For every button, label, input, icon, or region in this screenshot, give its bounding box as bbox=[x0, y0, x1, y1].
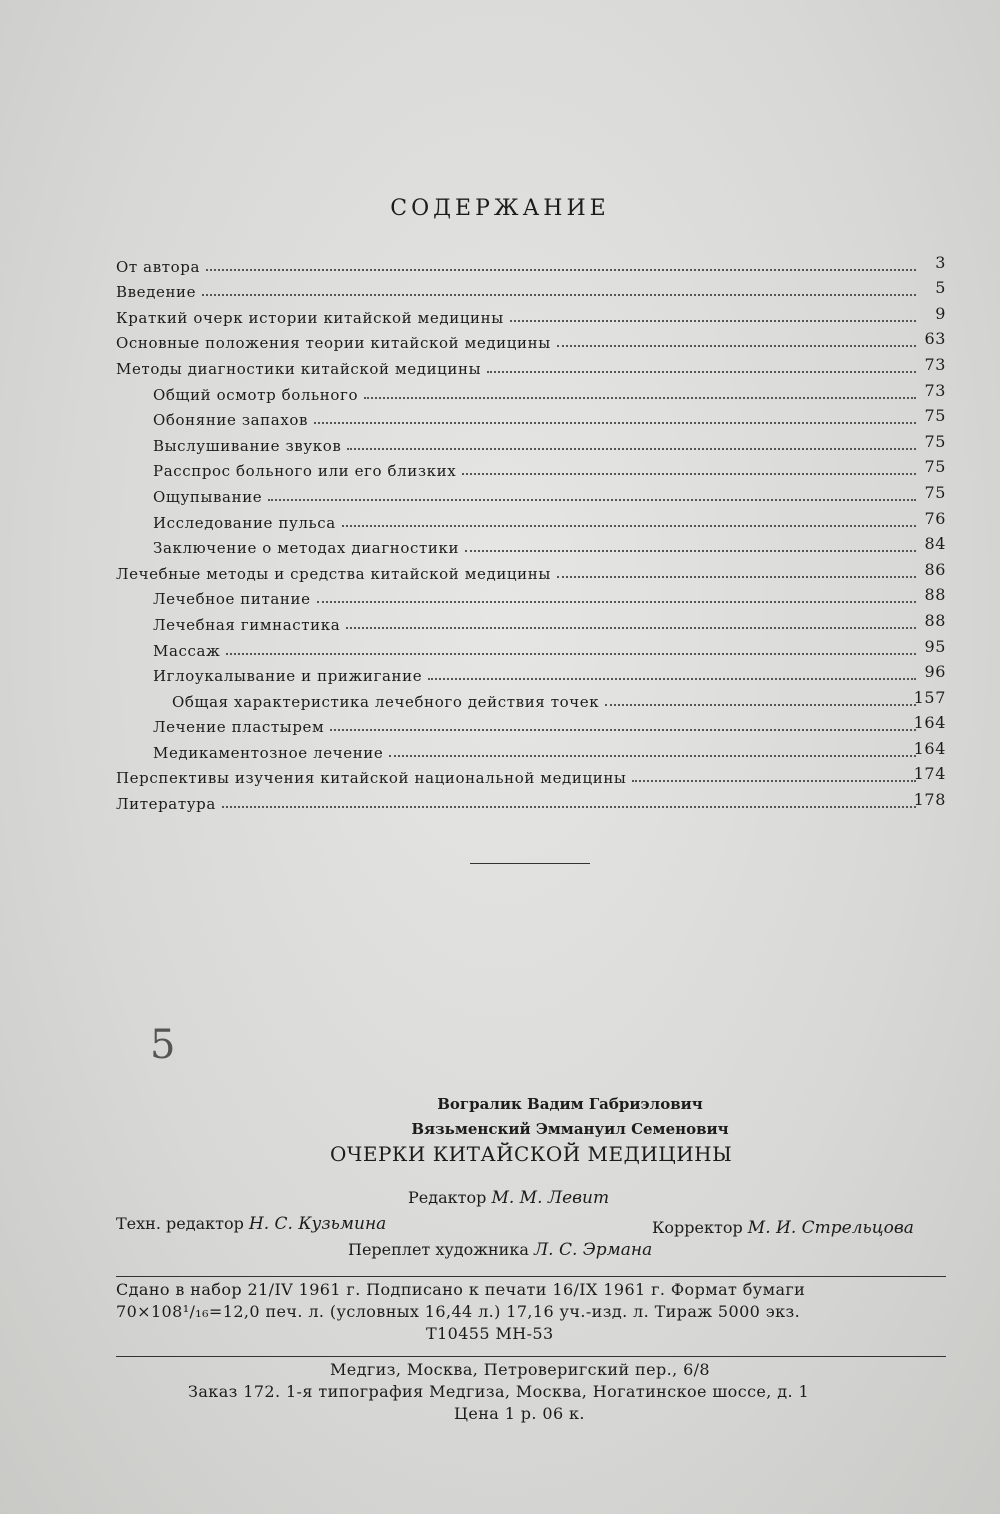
toc-entry-page: 95 bbox=[924, 636, 946, 656]
toc-entry-page: 96 bbox=[924, 662, 946, 682]
author-name: Вязьменский Эммануил Семенович bbox=[411, 1120, 729, 1138]
rule-bottom bbox=[116, 1356, 946, 1357]
toc-entry-page: 84 bbox=[924, 534, 946, 554]
toc-entry-page: 3 bbox=[935, 252, 946, 272]
toc-entry bbox=[116, 787, 946, 813]
credit-person: М. М. Левит bbox=[491, 1188, 610, 1208]
toc-leader bbox=[632, 780, 916, 782]
toc-entry-page: 75 bbox=[924, 431, 946, 451]
credit-role: Корректор bbox=[652, 1218, 743, 1237]
toc-leader bbox=[226, 653, 916, 655]
authors bbox=[70, 1092, 1000, 1142]
book-title: ОЧЕРКИ КИТАЙСКОЙ МЕДИЦИНЫ bbox=[330, 1142, 733, 1166]
credit-role: Редактор bbox=[408, 1188, 487, 1207]
toc-entry-label: Иглоукалывание и прижигание bbox=[153, 667, 423, 686]
toc-leader bbox=[605, 704, 916, 706]
toc-entry-label: Ощупывание bbox=[153, 487, 263, 506]
toc-entry-label: Выслушивание звуков bbox=[153, 436, 342, 455]
toc-entry-label: Исследование пульса bbox=[153, 513, 336, 532]
price: Цена 1 р. 06 к. bbox=[454, 1404, 585, 1423]
toc-entry-label: Массаж bbox=[153, 641, 221, 660]
toc-entry-label: Обоняние запахов bbox=[153, 411, 309, 430]
publisher-address: Медгиз, Москва, Петроверигский пер., 6/8 bbox=[330, 1360, 711, 1379]
toc-entry-label: Лечебная гимнастика bbox=[153, 615, 341, 634]
toc-entry-page: 76 bbox=[924, 508, 946, 528]
credit-person: Л. С. Эрмана bbox=[533, 1240, 653, 1260]
toc-entry-label: Медикаментозное лечение bbox=[153, 743, 384, 762]
toc-entry-label: Литература bbox=[116, 795, 216, 814]
toc-entry-page: 178 bbox=[913, 790, 946, 810]
toc-leader bbox=[206, 269, 916, 271]
toc-entry-page: 63 bbox=[924, 329, 946, 349]
credit-person: Н. С. Кузьмина bbox=[248, 1214, 387, 1234]
toc-entry-page: 164 bbox=[913, 713, 946, 733]
toc-entry-label: Лечение пластырем bbox=[153, 718, 325, 737]
toc-leader bbox=[465, 550, 916, 552]
toc-entry-label: Краткий очерк истории китайской медицины bbox=[116, 308, 504, 327]
toc-entry bbox=[116, 762, 946, 788]
toc-entry bbox=[116, 455, 946, 481]
toc-leader bbox=[314, 422, 916, 424]
toc-entry-page: 75 bbox=[924, 482, 946, 502]
toc-leader bbox=[268, 499, 916, 501]
toc-leader bbox=[428, 678, 916, 680]
toc-entry-page: 73 bbox=[924, 354, 946, 374]
toc-entry bbox=[116, 711, 946, 737]
toc-leader bbox=[487, 371, 916, 373]
publication-line-3: Т10455 МН-53 bbox=[426, 1324, 554, 1343]
toc-entry-label: Заключение о методах диагностики bbox=[153, 539, 460, 558]
toc-entry bbox=[116, 557, 946, 583]
toc-entry bbox=[116, 378, 946, 404]
toc-entry-label: Перспективы изучения китайской национальной медицины bbox=[116, 769, 627, 788]
toc-leader bbox=[342, 525, 916, 527]
toc-entry bbox=[116, 301, 946, 327]
toc-leader bbox=[462, 473, 916, 475]
toc-entry bbox=[116, 250, 946, 276]
toc-entry-label: Введение bbox=[116, 283, 197, 302]
toc-entry-page: 73 bbox=[924, 380, 946, 400]
toc-entry bbox=[116, 276, 946, 302]
toc-entry-page: 164 bbox=[913, 738, 946, 758]
toc-entry-page: 88 bbox=[924, 585, 946, 605]
toc-leader bbox=[330, 729, 916, 731]
rule-top bbox=[116, 1276, 946, 1277]
toc-leader bbox=[510, 320, 916, 322]
toc-entry-label: Лечебные методы и средства китайской медицины bbox=[116, 564, 551, 583]
toc-entry-page: 75 bbox=[924, 457, 946, 477]
toc-entry bbox=[116, 506, 946, 532]
toc-entry-label: Лечебное питание bbox=[153, 590, 311, 609]
toc-entry-page: 75 bbox=[924, 406, 946, 426]
toc-entry-page: 86 bbox=[924, 559, 946, 579]
toc-entry bbox=[116, 352, 946, 378]
toc-entry bbox=[116, 404, 946, 430]
toc-entry bbox=[116, 327, 946, 353]
publication-line-1: Сдано в набор 21/IV 1961 г. Подписано к печати 16/IX 1961 г. Формат бумаги bbox=[116, 1280, 806, 1299]
toc-leader bbox=[202, 294, 916, 296]
toc-entry bbox=[116, 634, 946, 660]
handwritten-mark: 5 bbox=[150, 1022, 176, 1068]
toc-entry-page: 88 bbox=[924, 610, 946, 630]
toc-leader bbox=[222, 806, 916, 808]
toc-leader bbox=[346, 627, 916, 629]
toc-title: СОДЕРЖАНИЕ bbox=[390, 196, 610, 221]
toc-leader bbox=[557, 345, 916, 347]
credit-proofreader bbox=[652, 1218, 914, 1238]
printing-order: Заказ 172. 1-я типография Медгиза, Москва, Ногатинское шоссе, д. 1 bbox=[188, 1382, 810, 1401]
credit-tech-editor bbox=[116, 1214, 386, 1234]
toc-entry bbox=[116, 660, 946, 686]
credit-editor bbox=[408, 1188, 609, 1208]
table-of-contents bbox=[116, 250, 946, 813]
toc-entry bbox=[116, 480, 946, 506]
toc-leader bbox=[317, 601, 916, 603]
toc-leader bbox=[389, 755, 916, 757]
toc-entry-label: Основные положения теории китайской медицины bbox=[116, 334, 551, 353]
credit-person: М. И. Стрельцова bbox=[747, 1218, 914, 1238]
credit-binding-artist bbox=[348, 1240, 652, 1260]
credit-role: Техн. редактор bbox=[116, 1214, 244, 1233]
section-divider bbox=[470, 863, 590, 864]
toc-leader bbox=[364, 397, 916, 399]
toc-leader bbox=[557, 576, 916, 578]
toc-entry bbox=[116, 429, 946, 455]
toc-entry-label: Методы диагностики китайской медицины bbox=[116, 359, 482, 378]
toc-entry bbox=[116, 736, 946, 762]
toc-entry bbox=[116, 608, 946, 634]
toc-entry bbox=[116, 583, 946, 609]
toc-entry-page: 5 bbox=[935, 278, 946, 298]
toc-entry-label: От автора bbox=[116, 257, 201, 276]
toc-entry bbox=[116, 685, 946, 711]
toc-entry-label: Общая характеристика лечебного действия точек bbox=[172, 692, 600, 711]
author-name: Вогралик Вадим Габриэлович bbox=[437, 1095, 703, 1113]
publication-line-2: 70×108¹/₁₆=12,0 печ. л. (условных 16,44 л.) 17,16 уч.-изд. л. Тираж 5000 экз. bbox=[116, 1302, 801, 1321]
toc-entry-page: 174 bbox=[913, 764, 946, 784]
toc-entry-page: 9 bbox=[935, 303, 946, 323]
toc-leader bbox=[347, 448, 916, 450]
toc-entry bbox=[116, 532, 946, 558]
toc-entry-label: Общий осмотр больного bbox=[153, 385, 359, 404]
toc-entry-label: Расспрос больного или его близких bbox=[153, 462, 457, 481]
toc-entry-page: 157 bbox=[913, 687, 946, 707]
credit-role: Переплет художника bbox=[348, 1240, 529, 1259]
